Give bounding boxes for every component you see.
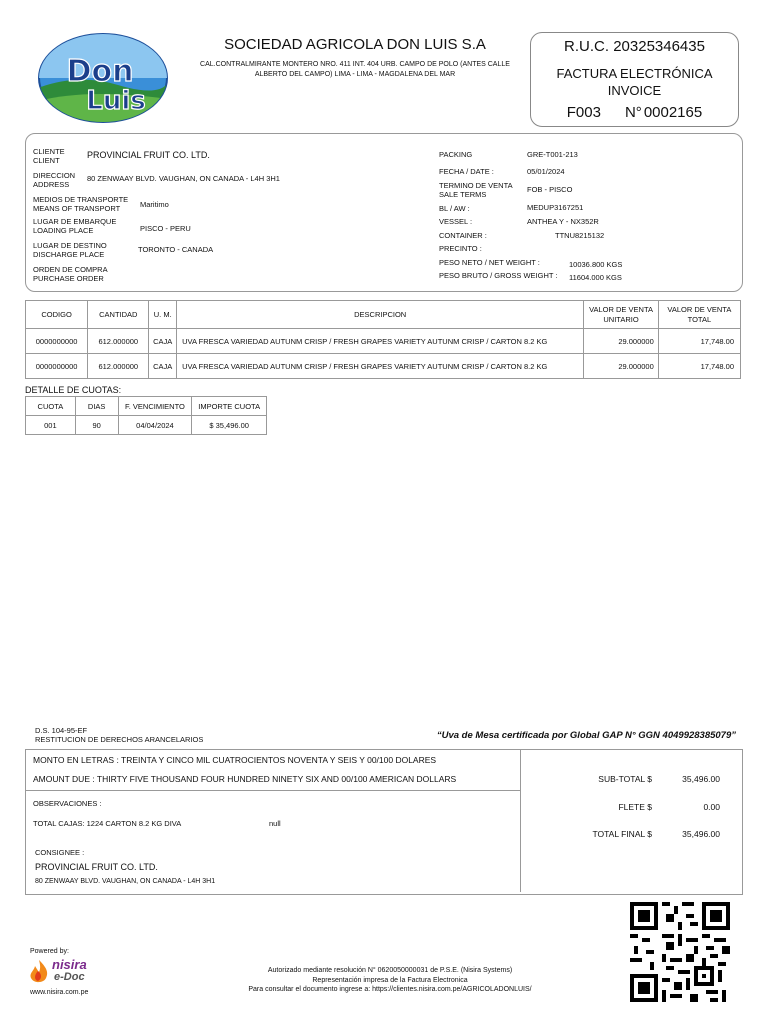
table-row (26, 329, 741, 354)
bruto-value: 11604.000 KGS (569, 273, 622, 282)
footer-line-1: Autorizado mediante resolución N° 0620050000031 de P.S.E. (Nisira Systems) (267, 967, 513, 974)
cell-cantidad: 612.000000 (88, 329, 149, 354)
cell-descripcion: UVA FRESCA VARIEDAD AUTUNM CRISP / FRESH GRAPES VARIETY AUTUNM CRISP / CARTON 8.2 KG (177, 354, 584, 379)
neto-value: 10036.800 KGS (569, 260, 623, 269)
fecha-value: 05/01/2024 (527, 167, 565, 176)
consignee-name: PROVINCIAL FRUIT CO. LTD. (35, 862, 158, 872)
restitucion-text: RESTITUCION DE DERECHOS ARANCELARIOS (35, 735, 204, 744)
observaciones-label: OBSERVACIONES : (33, 799, 102, 808)
restitucion-note (35, 726, 203, 744)
embarque-value: PISCO - PERU (140, 224, 191, 233)
destino-label: LUGAR DE DESTINO DISCHARGE PLACE (33, 241, 107, 259)
header-valor-unitario: VALOR DE VENTA UNITARIO (584, 301, 659, 329)
neto-label: PESO NETO / NET WEIGHT : (439, 258, 540, 267)
subtotal-value: 35,496.00 (682, 774, 720, 784)
packing-value: GRE-T001-213 (527, 150, 578, 159)
vessel-value: ANTHEA Y - NX352R (527, 217, 599, 226)
vessel-label: VESSEL : (439, 217, 473, 226)
consignee-address: 80 ZENWAAY BLVD. VAUGHAN, ON CANADA - L4H 3H1 (35, 878, 216, 885)
ds-text: D.S. 104-95-EF (35, 726, 88, 735)
cell-vencimiento: 04/04/2024 (118, 416, 192, 435)
svg-text:Don: Don (66, 54, 134, 89)
svg-text:Luis: Luis (86, 86, 146, 116)
invoice-number (531, 104, 738, 121)
flame-icon (26, 959, 52, 985)
footer-line-2: Representación impresa de la Factura Electronica (312, 976, 468, 984)
invoice-serie: F003 (566, 104, 601, 121)
summary-box (25, 749, 743, 895)
invoice-number-value: 0002165 (643, 104, 703, 121)
powered-by (30, 948, 88, 996)
items-header-row (26, 301, 741, 329)
nisira-brand-sub: e-Doc (54, 971, 85, 983)
cell-cuota: 001 (26, 416, 76, 435)
ruc-box (530, 32, 739, 127)
cell-valor-unitario: 29.000000 (584, 329, 659, 354)
footer-text (180, 966, 600, 995)
ruc-number: R.U.C. 20325346435 (564, 38, 705, 55)
embarque-label: LUGAR DE EMBARQUE LOADING PLACE (33, 217, 117, 235)
container-label: CONTAINER : (439, 231, 487, 240)
fecha-label: FECHA / DATE : (439, 167, 494, 176)
termino-value: FOB - PISCO (527, 185, 573, 194)
client-info-box (25, 133, 743, 292)
powered-by-text: Powered by: (30, 948, 69, 955)
nisira-website: www.nisira.com.pe (30, 989, 89, 996)
cell-codigo: 0000000000 (26, 329, 88, 354)
transporte-value: Maritimo (140, 200, 169, 209)
table-row (26, 354, 741, 379)
cuotas-table (25, 396, 267, 435)
cell-valor-total: 17,748.00 (658, 354, 740, 379)
destino-value: TORONTO - CANADA (138, 245, 214, 254)
cell-descripcion: UVA FRESCA VARIEDAD AUTUNM CRISP / FRESH GRAPES VARIETY AUTUNM CRISP / CARTON 8.2 KG (177, 329, 584, 354)
nisira-brand: nisira (52, 957, 87, 972)
cell-um: CAJA (149, 354, 177, 379)
direccion-value: 80 ZENWAAY BLVD. VAUGHAN, ON CANADA - L4H 3H1 (87, 174, 280, 183)
certified-note: “Uva de Mesa certificada por Global GAP N° GGN 4049928385079” (436, 730, 736, 741)
orden-label: ORDEN DE COMPRA PURCHASE ORDER (33, 265, 108, 283)
cliente-value: PROVINCIAL FRUIT CO. LTD. (87, 150, 210, 160)
flete-value: 0.00 (703, 802, 720, 812)
bruto-label: PESO BRUTO / GROSS WEIGHT : (439, 271, 558, 280)
footer-line-3: Para consultar el documento ingrese a: https://clientes.nisira.com.pe/AGRICOLADONLUIS/ (248, 986, 532, 993)
header-cantidad: CANTIDAD (88, 301, 149, 329)
container-value: TTNU8215132 (555, 231, 605, 240)
company-logo (38, 33, 168, 123)
flete-label: FLETE $ (618, 802, 652, 812)
cliente-label: CLIENTE CLIENT (33, 147, 65, 165)
consignee-label: CONSIGNEE : (35, 848, 85, 857)
cell-cantidad: 612.000000 (88, 354, 149, 379)
header-codigo: CODIGO (26, 301, 88, 329)
table-row (26, 416, 267, 435)
document-type-es: FACTURA ELECTRÓNICA (556, 66, 713, 81)
total-value: 35,496.00 (682, 829, 720, 839)
document-type (531, 65, 738, 99)
termino-label: TERMINO DE VENTA SALE TERMS (439, 181, 513, 199)
cell-codigo: 0000000000 (26, 354, 88, 379)
document-type-en: INVOICE (607, 83, 662, 98)
header-descripcion: DESCRIPCION (177, 301, 584, 329)
invoice-number-prefix: N° (624, 104, 642, 121)
cell-valor-total: 17,748.00 (658, 329, 740, 354)
cell-um: CAJA (149, 329, 177, 354)
header-cuota: CUOTA (26, 397, 76, 416)
items-table (25, 300, 741, 379)
cuotas-title: DETALLE DE CUOTAS: (25, 385, 122, 395)
qr-code (630, 902, 730, 1002)
direccion-label: DIRECCION ADDRESS (33, 171, 76, 189)
packing-label: PACKING (439, 150, 473, 159)
precinto-label: PRECINTO : (439, 244, 482, 253)
nisira-logo (30, 955, 88, 985)
subtotal-label: SUB-TOTAL $ (598, 774, 652, 784)
monto-letras: MONTO EN LETRAS : TREINTA Y CINCO MIL CUATROCIENTOS NOVENTA Y SEIS Y 00/100 DOLARES (33, 755, 437, 765)
header-dias: DIAS (75, 397, 118, 416)
header-um: U. M. (149, 301, 177, 329)
cell-valor-unitario: 29.000000 (584, 354, 659, 379)
header-valor-total: VALOR DE VENTA TOTAL (658, 301, 740, 329)
total-label: TOTAL FINAL $ (592, 829, 652, 839)
total-cajas: TOTAL CAJAS: 1224 CARTON 8.2 KG DIVA (33, 819, 182, 828)
company-address: CAL.CONTRALMIRANTE MONTERO NRO. 411 INT. 404 URB. CAMPO DE POLO (ANTES CALLE ALBERTO DEL CAMPO) LIMA - LIMA - MAGDALENA DEL MAR (200, 61, 510, 78)
null-text: null (269, 819, 281, 828)
amount-due: AMOUNT DUE : THIRTY FIVE THOUSAND FOUR HUNDRED NINETY SIX AND 00/100 AMERICAN DOLLARS (33, 774, 457, 784)
bl-value: MEDUP3167251 (527, 203, 584, 212)
cell-importe: $ 35,496.00 (192, 416, 267, 435)
cuotas-header-row (26, 397, 267, 416)
company-name: SOCIEDAD AGRICOLA DON LUIS S.A (224, 36, 486, 53)
cell-dias: 90 (75, 416, 118, 435)
transporte-label: MEDIOS DE TRANSPORTE MEANS OF TRANSPORT (33, 195, 129, 213)
header-importe: IMPORTE CUOTA (192, 397, 267, 416)
header-vencimiento: F. VENCIMIENTO (118, 397, 192, 416)
bl-label: BL / AW : (439, 204, 470, 213)
